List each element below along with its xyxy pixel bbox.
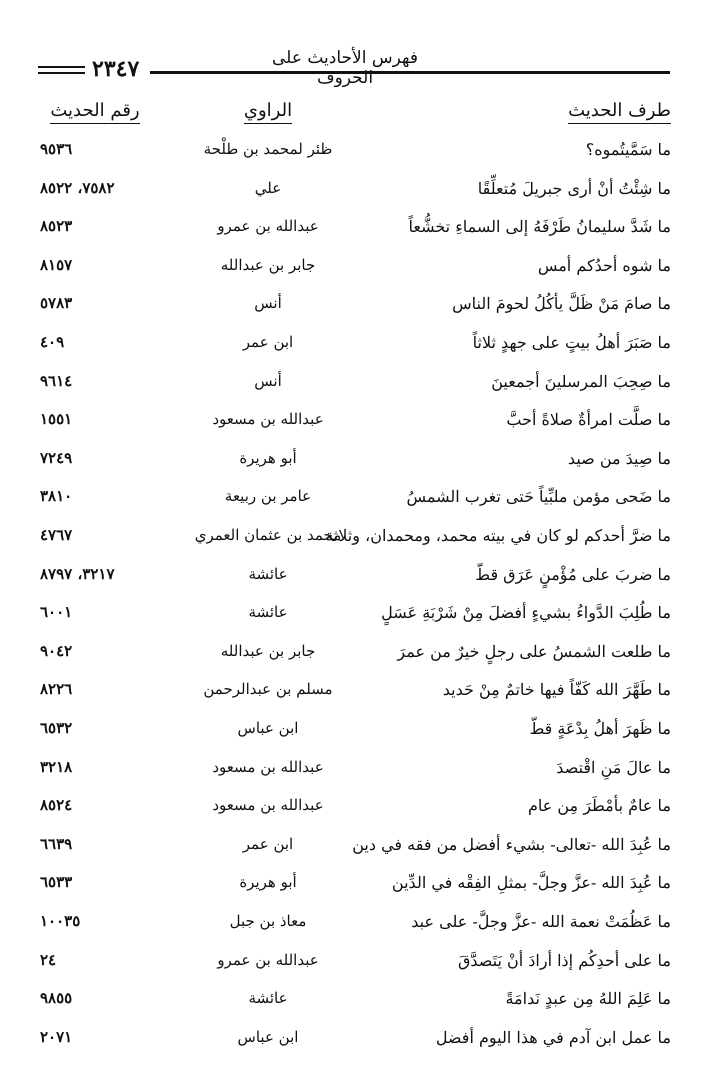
hadith-number: ٣٨١٠: [40, 487, 73, 505]
hadith-text: ما عُبِدَ الله -تعالى- بشيء أفضل من فقه في دين: [352, 835, 671, 854]
hadith-text: ما طلعت الشمسُ على رجلٍ خيرٌ من عمرَ: [397, 642, 671, 661]
hadith-text: ما ضربَ على مُؤْمنٍ عَرَق قطّ: [475, 565, 671, 584]
table-row: [0, 796, 703, 834]
narrator-name: عائشة: [248, 603, 288, 621]
running-title: فهرس الأحاديث على الحروف: [272, 48, 418, 88]
hadith-number: ١٥٥١: [40, 410, 73, 428]
narrator-name: معاذ بن جبل: [229, 912, 307, 930]
column-header-hadith: طرف الحديث: [568, 100, 671, 121]
table-row: [0, 294, 703, 332]
hadith-number: ٨٥٢٣: [40, 217, 73, 235]
table-row: [0, 680, 703, 718]
hadith-number: ٤٧٦٧: [40, 526, 73, 544]
hadith-text: ما صِحِبَ المرسلينَ أجمعينَ: [491, 372, 671, 391]
narrator-name: علي: [254, 179, 282, 197]
table-row: [0, 1028, 703, 1066]
hadith-number: ٣٢١٧، ٨٧٩٧: [40, 565, 115, 583]
narrator-name: ابن عباس: [237, 719, 299, 737]
column-header-narrator: الراوي: [218, 100, 318, 121]
table-row: [0, 372, 703, 410]
narrator-name: عائشة: [248, 565, 288, 583]
table-row: [0, 642, 703, 680]
hadith-text: ما شِئْتُ أنْ أرى جبريلَ مُتعلِّقًا: [477, 179, 671, 198]
narrator-name: ابن عمر: [242, 333, 294, 351]
table-row: [0, 565, 703, 603]
table-row: [0, 526, 703, 564]
hadith-text: ما عُبِدَ الله -عزَّ وجلَّ- بمثلِ الفِقْه في الدِّين: [391, 873, 671, 892]
hadith-number: ٦٦٣٩: [40, 835, 73, 853]
hadith-number: ٦٥٣٣: [40, 873, 73, 891]
page-header: [0, 0, 703, 88]
hadith-text: ما صِيدَ من صيد: [567, 449, 671, 468]
table-row: [0, 758, 703, 796]
header-rule: [150, 71, 670, 74]
hadith-number: ٧٥٨٢، ٨٥٢٢: [40, 179, 115, 197]
narrator-name: مسلم بن عبدالرحمن: [203, 680, 333, 698]
hadith-text: ما صَبَرَ أهلُ بيتٍ على جهدٍ ثلاثاً: [472, 333, 671, 352]
hadith-number: ٢٠٧١: [40, 1028, 73, 1046]
table-row: [0, 449, 703, 487]
table-row: [0, 410, 703, 448]
narrator-name: عامر بن ربيعة: [224, 487, 312, 505]
hadith-text: ما عَلِمَ اللهُ مِن عبدٍ نَدامَةً: [505, 989, 671, 1008]
hadith-number: ٨٥٢٤: [40, 796, 73, 814]
narrator-name: جابر بن عبدالله: [220, 256, 316, 274]
table-row: [0, 951, 703, 989]
hadith-number: ٩٦١٤: [40, 372, 73, 390]
hadith-number: ٧٢٤٩: [40, 449, 73, 467]
hadith-text: ما عَظُمَتْ نعمة الله -عزَّ وجلَّ- على عبد: [411, 912, 671, 931]
hadith-text: ما طَهَّرَ الله كَفّاً فيها خاتمٌ مِنْ حَديد: [442, 680, 671, 699]
page-number: ٢٣٤٧: [92, 56, 140, 82]
narrator-name: ظئر لمحمد بن طلْحة: [203, 140, 333, 158]
narrator-name: أنس: [254, 294, 282, 312]
hadith-text: ما على أحدِكُم إذا أرادَ أنْ يَتَصدَّقَ: [457, 951, 671, 970]
hadith-text: ما عامٌ بأمْطَرَ مِن عام: [527, 796, 671, 815]
hadith-number: ٥٧٨٣: [40, 294, 73, 312]
hadith-text: ما ضَحى مؤمن ملبِّياً حَتى تغرب الشمسُ: [406, 487, 671, 506]
hadith-text: ما عالَ مَنِ اقْتصدَ: [556, 758, 671, 777]
table-row: [0, 873, 703, 911]
narrator-name: عائشة: [248, 989, 288, 1007]
hadith-text: ما صلَّت امرأةٌ صلاةً أحبَّ: [506, 410, 671, 429]
table-row: [0, 835, 703, 873]
narrator-name: أنس: [254, 372, 282, 390]
table-row: [0, 912, 703, 950]
table-row: [0, 989, 703, 1027]
hadith-number: ٨١٥٧: [40, 256, 73, 274]
narrator-name: عبدالله بن مسعود: [212, 758, 324, 776]
hadith-text: ما سَمَّيتُموه؟: [585, 140, 671, 159]
narrator-name: عبدالله بن مسعود: [212, 796, 324, 814]
hadith-number: ٦٥٣٢: [40, 719, 73, 737]
table-row: [0, 217, 703, 255]
hadith-number: ٩٨٥٥: [40, 989, 73, 1007]
hadith-text: ما عمل ابن آدم في هذا اليوم أفضل: [435, 1028, 671, 1047]
hadith-number: ٤٠٩: [40, 333, 65, 351]
narrator-name: عبدالله بن عمرو: [217, 217, 319, 235]
column-header-number: رقم الحديث: [50, 100, 140, 121]
narrator-name: ابن عمر: [242, 835, 294, 853]
table-row: [0, 333, 703, 371]
header-rule: [38, 66, 85, 68]
table-row: [0, 140, 703, 178]
table-row: [0, 603, 703, 641]
table-row: [0, 487, 703, 525]
narrator-name: محمد بن عثمان العمري: [194, 526, 342, 544]
narrator-name: عبدالله بن مسعود: [212, 410, 324, 428]
narrator-name: أبو هريرة: [239, 449, 297, 467]
narrator-name: جابر بن عبدالله: [220, 642, 316, 660]
hadith-number: ١٠٠٣٥: [40, 912, 81, 930]
hadith-number: ٩٥٣٦: [40, 140, 73, 158]
hadith-number: ٦٠٠١: [40, 603, 73, 621]
hadith-number: ٩٠٤٢: [40, 642, 73, 660]
table-row: [0, 719, 703, 757]
hadith-text: ما ظَهرَ أهلُ بِدْعَةٍ قطّ: [529, 719, 671, 738]
hadith-number: ٨٢٢٦: [40, 680, 73, 698]
header-rule: [38, 72, 85, 74]
hadith-text: ما صامَ مَنْ ظَلَّ يأكُلُ لحومَ الناس: [452, 294, 671, 313]
narrator-name: ابن عباس: [237, 1028, 299, 1046]
narrator-name: عبدالله بن عمرو: [217, 951, 319, 969]
hadith-number: ٢٤: [40, 951, 57, 969]
hadith-text: ما شوه أحدُكم أمس: [537, 256, 671, 275]
table-row: [0, 256, 703, 294]
narrator-name: أبو هريرة: [239, 873, 297, 891]
hadith-text: ما شَدَّ سليمانُ طَرْفَهُ إلى السماءِ تخشُّعاً: [408, 217, 671, 236]
hadith-text: ما طُلِبَ الدَّواءُ بشيءٍ أفضلَ مِنْ شَرْبَةِ عَسَلٍ: [381, 603, 671, 622]
hadith-text: ما ضرَّ أحدكم لو كان في بيته محمد، ومحمدان، وثلاثة: [325, 526, 671, 545]
hadith-number: ٣٢١٨: [40, 758, 73, 776]
table-row: [0, 179, 703, 217]
